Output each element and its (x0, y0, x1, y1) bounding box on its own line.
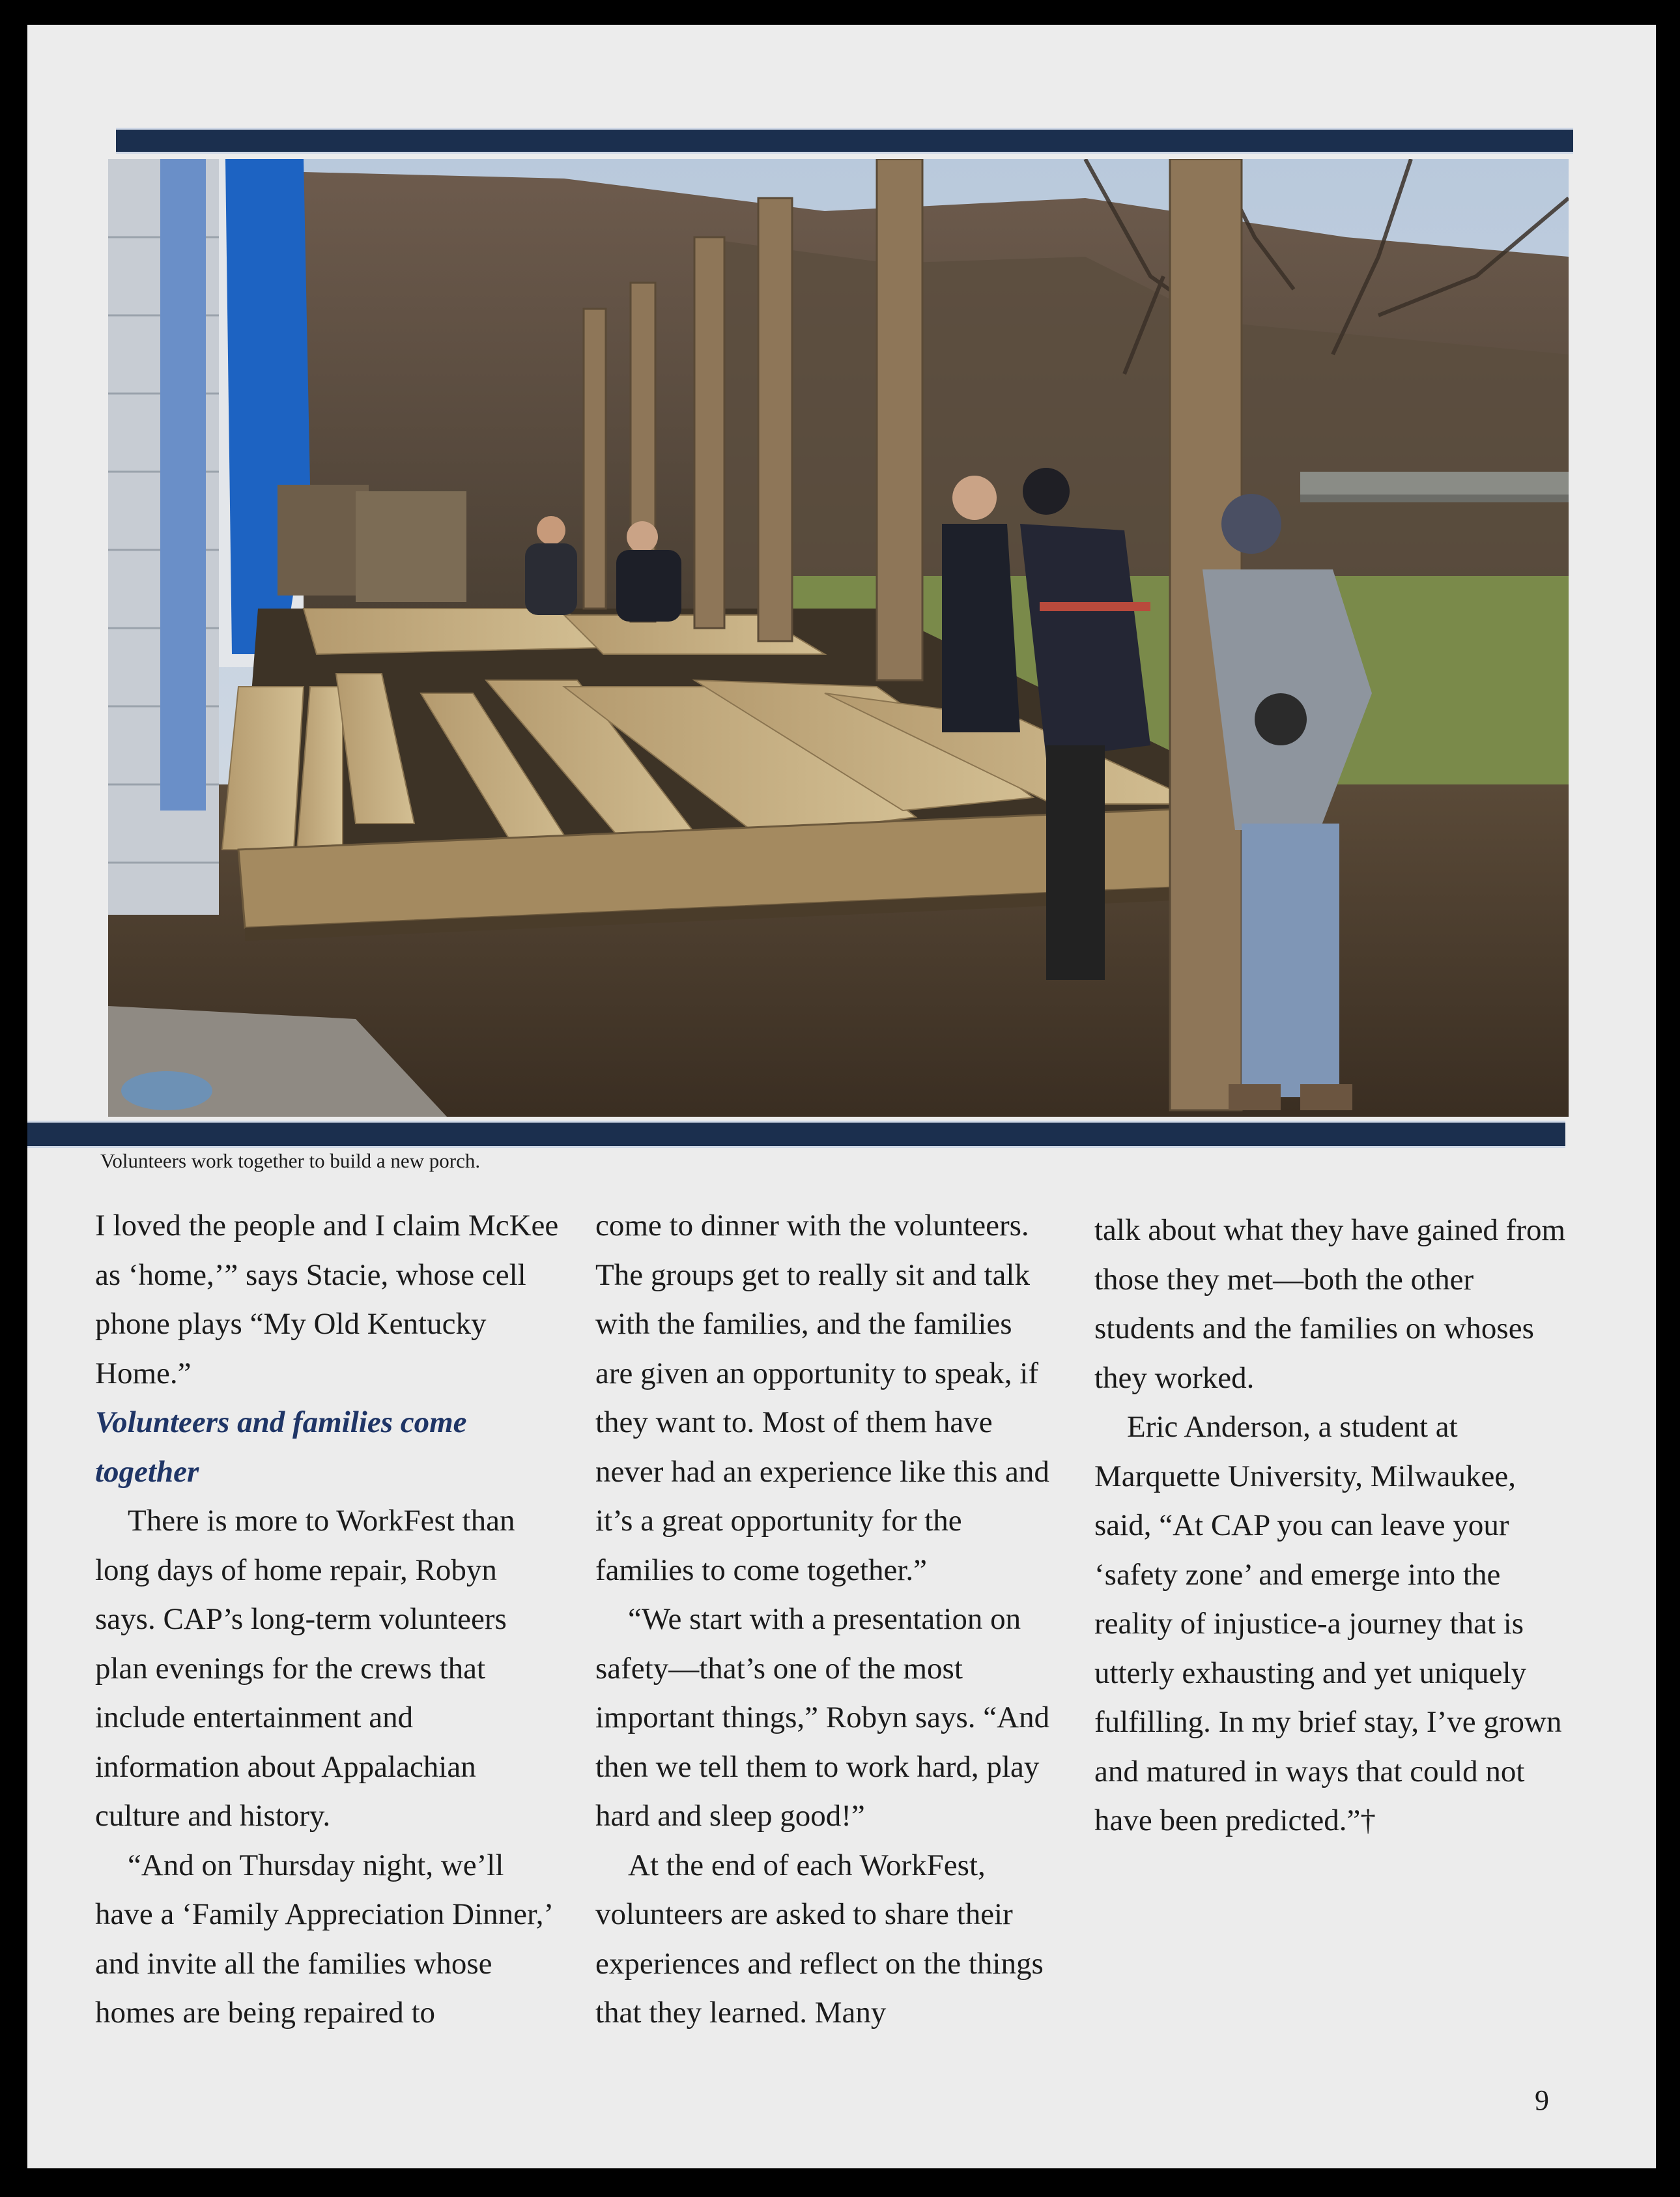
paragraph: At the end of each WorkFest, volunteers are asked to share their experiences and reflect on the things that they learned. Many (595, 1848, 1044, 2030)
porch-construction-photo (108, 159, 1569, 1117)
paragraph: Eric Anderson, a student at Marquette University, Milwaukee, said, “At CAP you can leave your ‘safety zone’ and emerge into the reality of injustice-a journey that is utterly exhausting and yet uniquely fulfilling. In my brief stay, I’ve grown and matured in ways that could not have been predicted.”† (1094, 1410, 1562, 1837)
paragraph: talk about what they have gained from those they met—both the other students and the families on whoses they worked. (1094, 1213, 1566, 1395)
paragraph: “And on Thursday night, we’ll have a ‘Family Appreciation Dinner,’ and invite all the families whose homes are being repaired to (95, 1848, 552, 2030)
paragraph: come to dinner with the volunteers. The groups get to really sit and talk with the families, and the families are given an opportunity to speak, if they want to. Most of them have never had an experience like this and it’s a great opportunity for the families to come together.” (595, 1209, 1049, 1587)
paragraph: There is more to WorkFest than long days of home repair, Robyn says. CAP’s long-term volunteers plan evenings for the crews that include entertainment and information about Appalachian culture and history. (95, 1504, 515, 1833)
magazine-page (27, 25, 1656, 2168)
article-column-3 (1094, 1206, 1576, 1846)
article-column-2 (595, 1201, 1051, 2038)
bottom-rule-bar (27, 1121, 1565, 1148)
paragraph: “We start with a presentation on safety—that’s one of the most important things,” Robyn says. “And then we tell them to work hard, play hard and sleep good!” (595, 1602, 1050, 1833)
article-column-1 (95, 1201, 564, 2038)
top-rule-bar (116, 128, 1573, 154)
page-number: 9 (1535, 2084, 1549, 2116)
paragraph: I loved the people and I claim McKee as ‘home,’” says Stacie, whose cell phone plays “My Old Kentucky Home.” (95, 1209, 559, 1390)
section-heading: Volunteers and families come together (95, 1405, 467, 1489)
photo-caption: Volunteers work together to build a new porch. (100, 1149, 481, 1172)
